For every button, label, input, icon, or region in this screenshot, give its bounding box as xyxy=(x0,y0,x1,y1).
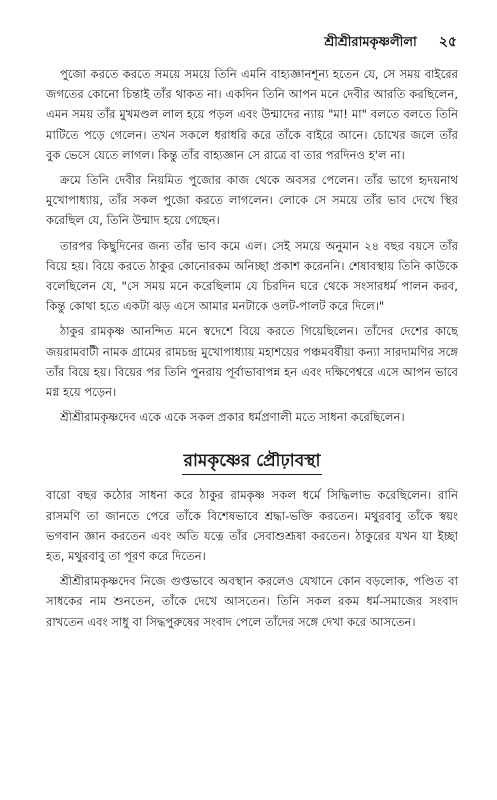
running-header xyxy=(40,30,457,54)
paragraph: শ্রীশ্রীরামকৃষ্ণদেব একে একে সকল প্রকার ধর্মপ্রণালী মতে সাধনা করেছিলেন। xyxy=(60,410,405,425)
paragraph: পুজো করতে করতে সময়ে সময়ে তিনি এমনি বাহ্যজ্ঞানশূন্য হতেন যে, সে সময় বাইরের জগতের কোনো চিন্তাই তাঁর থাকত না। একদিন তিনি আপন মনে দেবীর আরতি করছিলেন, এমন সময় তাঁর মুখমণ্ডল লাল হয়ে পড়ল এবং উন্মাদের ন্যায় "মা! মা" বলতে বলতে তিনি মাটিতে পড়ে গেলেন। তখন সকলে ধরাধরি করে তাঁকে বাইরে আনে। চোখের জলে তাঁর বুক ভেসে যেতে লাগল। কিন্তু তাঁর বাহ্যজ্ঞান সে রাত্রে বা তার পরদিনও হ'ল না। xyxy=(46,67,458,162)
paragraph: শ্রীশ্রীরামকৃষ্ণদেব নিজে গুপ্তভাবে অবস্থান করলেও যেখানে কোন বড়লোক, পণ্ডিত বা সাধকের নাম শুনতেন, তাঁকে দেখে আসতেন। তিনি সকল রকম ধর্ম-সমাজের সংবাদ রাখতেন এবং সাধু বা সিদ্ধপুরুষের সংবাদ পেলে তাঁদের সঙ্গে দেখা করে আসতেন। xyxy=(46,574,458,629)
paragraph: ঠাকুর রামকৃষ্ণ আনন্দিত মনে স্বদেশে বিয়ে করতে গিয়েছিলেন। তাঁদের দেশের কাছে জয়রামবাটী নামক গ্রামের রামচন্দ্র মুখোপাধ্যায় মহাশয়ের পঞ্চমবর্ষীয়া কন্যা সারদামণির সঙ্গে তাঁর বিয়ে হয়। বিয়ের পর তিনি পুনরায় পূর্বাভাবাপন্ন হন এবং দক্ষিণেশ্বরে এসে আপন ভাবে মগ্ন হয়ে পড়েন। xyxy=(46,324,458,400)
paragraph: তারপর কিছুদিনের জন্য তাঁর ভাব কমে এল। সেই সময়ে অনুমান ২৪ বছর বয়সে তাঁর বিয়ে হয়। বিয়ে করতে ঠাকুর কোনোরকম অনিচ্ছা প্রকাশ করেননি। শেষাবস্থায় তিনি কাউকে বলেছিলেন যে, "সে সময় মনে করেছিলাম যে চিরদিন ঘরে থেকে সংসারধর্ম পালন করব, কিন্তু কোথা হতে একটা ঝড় এসে আমার মনটাকে ওলট-পালট করে দিলে।" xyxy=(46,238,458,314)
page-number: ২৫ xyxy=(438,34,457,50)
section-heading xyxy=(46,449,458,473)
section-title: রামকৃষ্ণের প্রৌঢ়াবস্থা xyxy=(182,451,323,475)
paragraph: বারো বছর কঠোর সাধনা করে ঠাকুর রামকৃষ্ণ সকল ধর্মে সিদ্ধিলাভ করেছিলেন। রানি রাসমণি তা জানতে পেরে তাঁকে বিশেষভাবে শ্রদ্ধা-ভক্তি করতেন। মথুরবাবু তাঁকে স্বয়ং ভগবান জ্ঞান করতেন এবং অতি যত্নে তাঁর সেবাশুশ্রূষা করতেন। ঠাকুরের যখন যা ইচ্ছা হত, মথুরবাবু তা পূরণ করে দিতেন। xyxy=(46,488,458,564)
page-body xyxy=(46,64,458,637)
running-title: শ্রীশ্রীরামকৃষ্ণলীলা xyxy=(324,35,417,50)
paragraph: ক্রমে তিনি দেবীর নিয়মিত পুজোর কাজ থেকে অবসর পেলেন। তাঁর ভাগে হৃদয়নাথ মুখোপাধ্যায়, তাঁর সকল পুজো করতে লাগলেন। লোকে সে সময়ে তাঁর ভাব দেখে স্থির করেছিল যে, তিনি উন্মাদ হয়ে গেছেন। xyxy=(46,173,458,228)
